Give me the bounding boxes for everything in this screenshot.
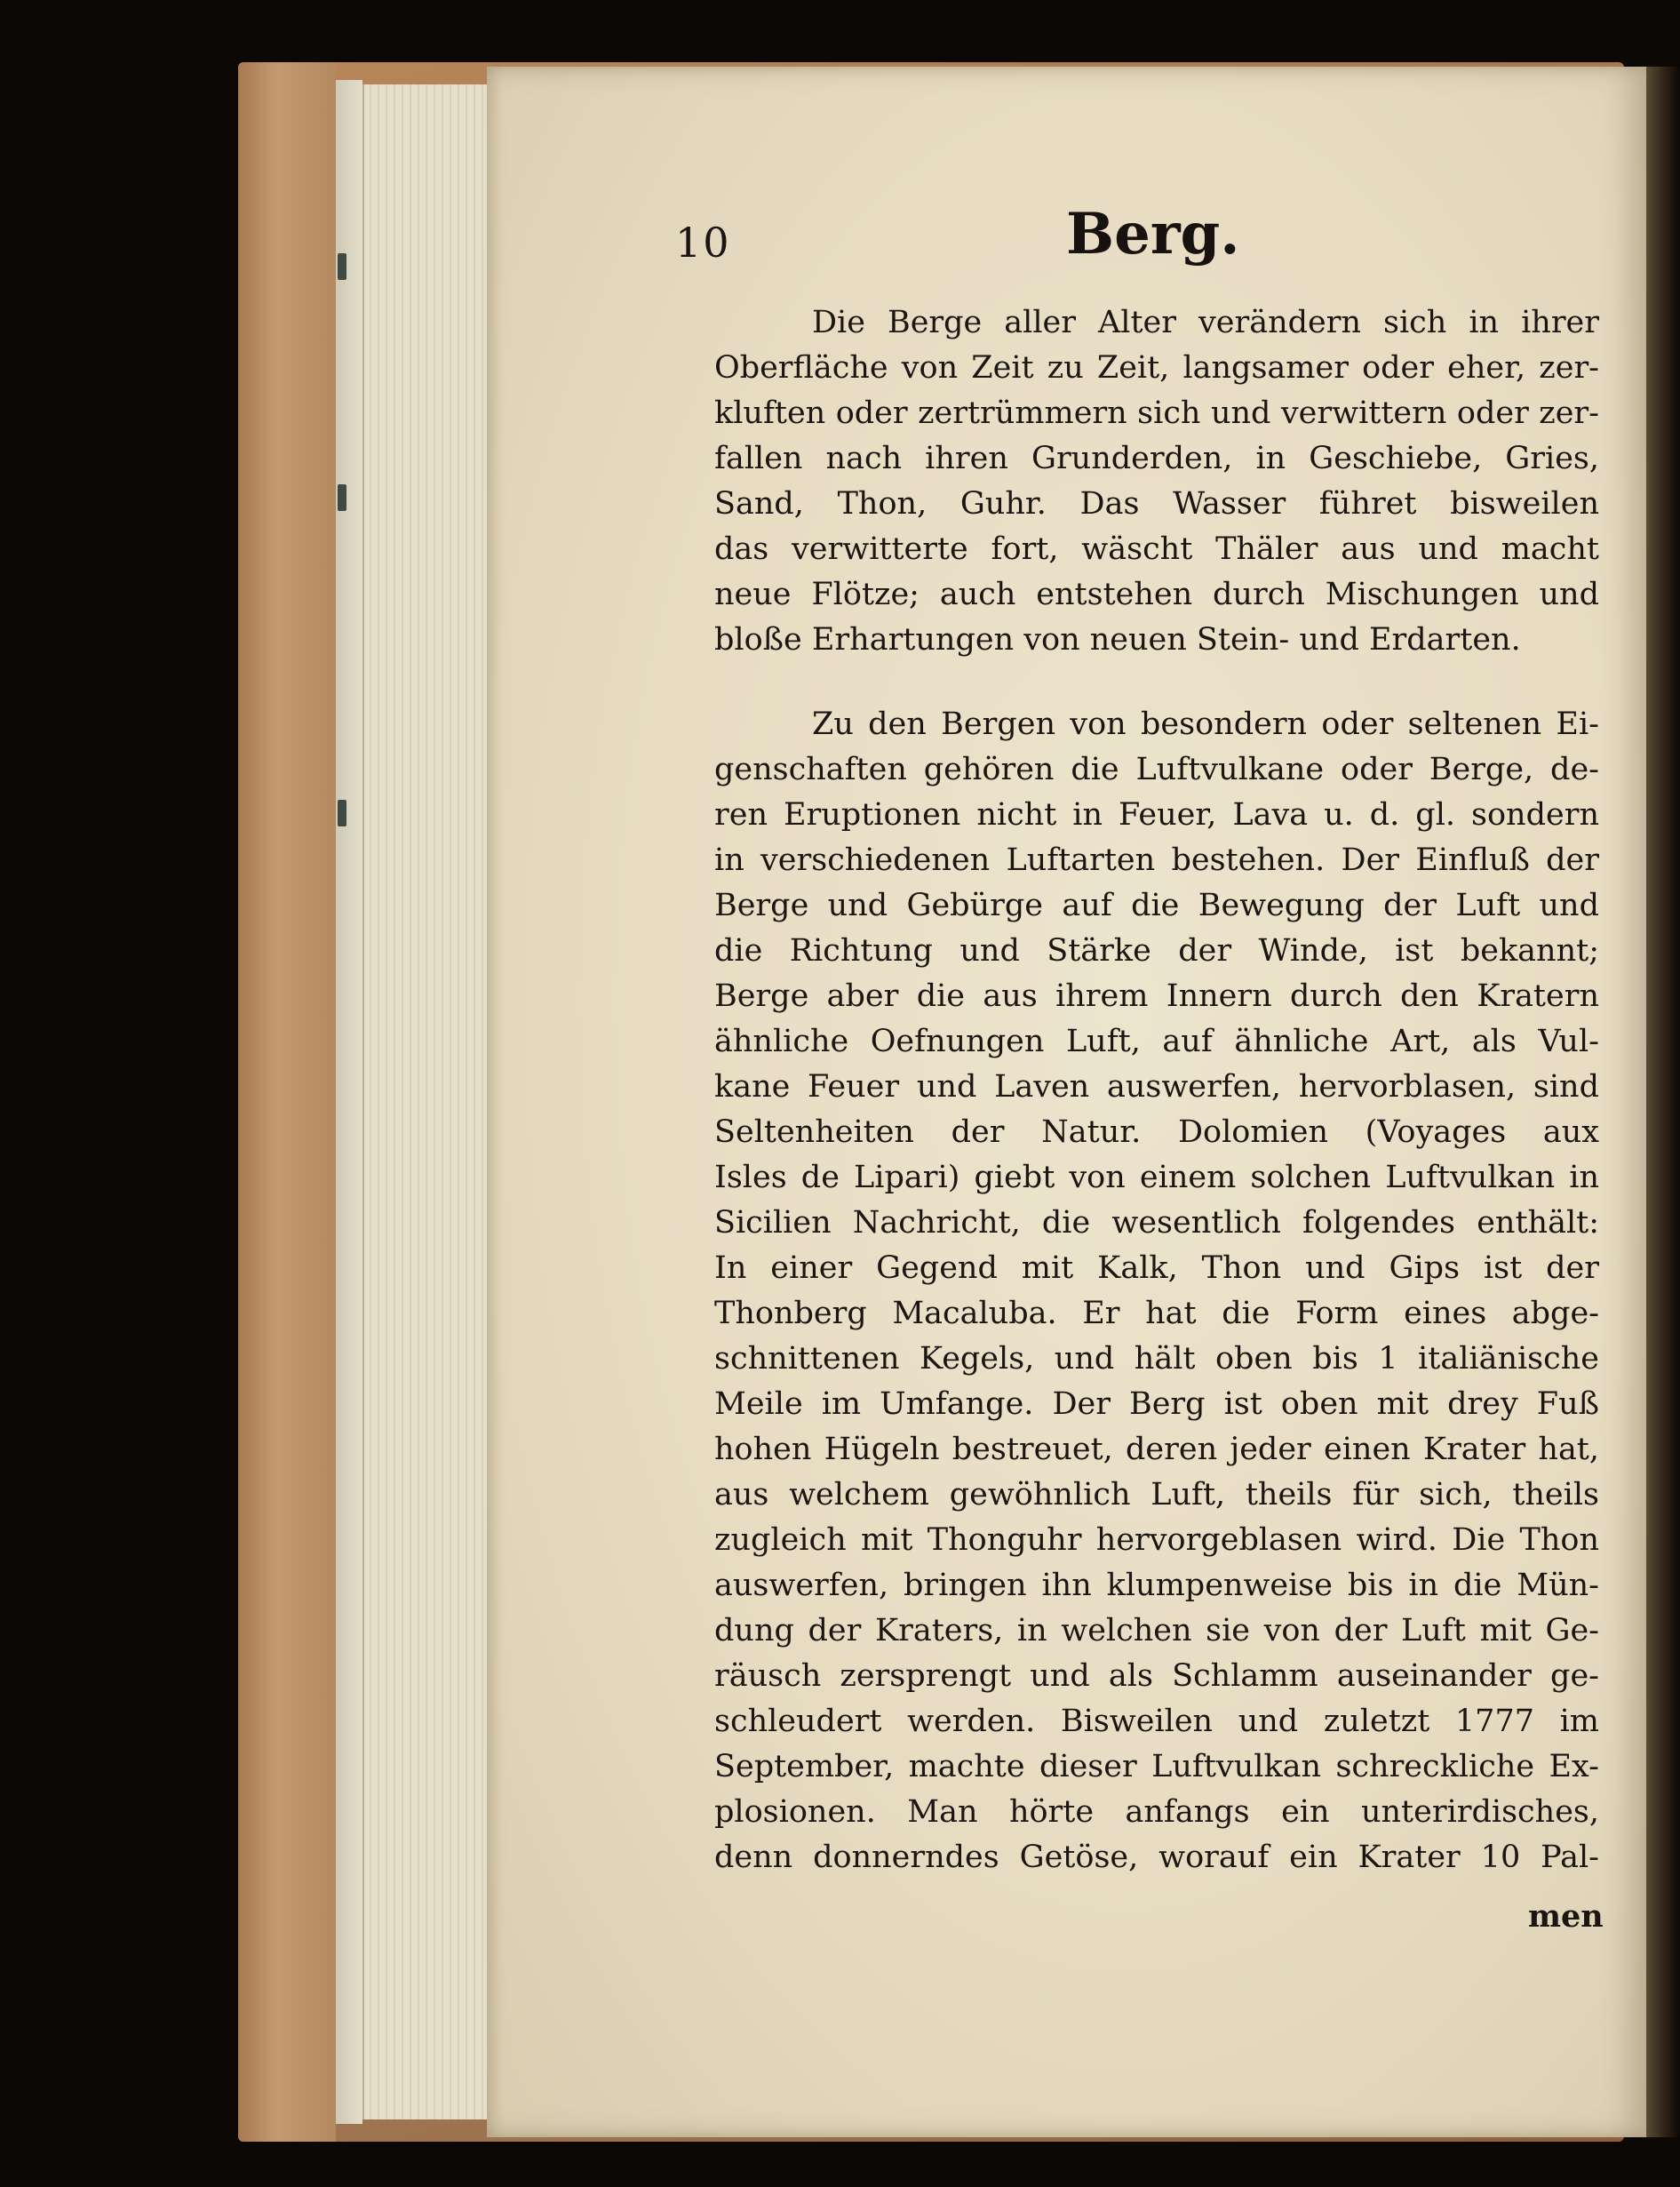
text-line: in verschiedenen Luftarten bestehen. Der Einfluß der [714, 842, 1599, 878]
binding-thread-mark [338, 800, 346, 826]
text-line: dung der Kraters, in welchen sie von der Luft mit Ge- [714, 1613, 1599, 1648]
text-line: September, machte dieser Luftvulkan schreckliche Ex- [714, 1749, 1599, 1784]
paragraph-2 [714, 702, 1599, 1880]
page-gutter [1646, 67, 1680, 2137]
text-line: neue Flötze; auch entstehen durch Mischungen und [714, 577, 1599, 612]
text-line: schnittenen Kegels, und hält oben bis 1 italiänische [714, 1341, 1599, 1377]
page-number: 10 [675, 219, 731, 267]
text-line: zugleich mit Thonguhr hervorgeblasen wird. Die Thon [714, 1522, 1599, 1558]
text-line: denn donnerndes Getöse, worauf ein Krater 10 Pal- [714, 1840, 1599, 1875]
text-line: genschaften gehören die Luftvulkane oder Berge, de- [714, 752, 1599, 787]
text-line: das verwitterte fort, wäscht Thäler aus und macht [714, 531, 1599, 567]
text-line: In einer Gegend mit Kalk, Thon und Gips ist der [714, 1250, 1599, 1286]
text-line: Isles de Lipari) giebt von einem solchen Luftvulkan in [714, 1160, 1599, 1195]
text-line: Meile im Umfange. Der Berg ist oben mit drey Fuß [714, 1386, 1599, 1422]
paragraph-1 [714, 300, 1599, 663]
text-line: kluften oder zertrümmern sich und verwittern oder zer- [714, 395, 1599, 431]
text-line: Seltenheiten der Natur. Dolomien (Voyages aux [714, 1114, 1599, 1150]
text-line: hohen Hügeln bestreuet, deren jeder einen Krater hat, [714, 1432, 1599, 1467]
binding-thread-mark [338, 484, 346, 511]
text-line: Berge und Gebürge auf die Bewegung der Luft und [714, 888, 1599, 923]
page-edges [362, 84, 498, 2119]
text-line: Berge aber die aus ihrem Innern durch den Kratern [714, 978, 1599, 1014]
text-line: Oberfläche von Zeit zu Zeit, langsamer oder eher, zer- [714, 350, 1599, 386]
text-line: plosionen. Man hörte anfangs ein unterirdisches, [714, 1794, 1599, 1830]
binding-thread-mark [338, 253, 346, 280]
text-line: aus welchem gewöhnlich Luft, theils für sich, theils [714, 1477, 1599, 1513]
running-title: Berg. [1066, 201, 1240, 267]
text-line: die Richtung und Stärke der Winde, ist bekannt; [714, 933, 1599, 969]
text-line: Thonberg Macaluba. Er hat die Form eines abge- [714, 1296, 1599, 1331]
text-line: auswerfen, bringen ihn klumpenweise bis in die Mün- [714, 1568, 1599, 1603]
text-line: ren Eruptionen nicht in Feuer, Lava u. d. gl. sondern [714, 797, 1599, 833]
binding-strip [336, 80, 362, 2124]
text-line: Sand, Thon, Guhr. Das Wasser führet bisweilen [714, 486, 1599, 522]
cover-edge [238, 62, 336, 2142]
text-line: Die Berge aller Alter verändern sich in ihrer [812, 305, 1599, 340]
text-line: Zu den Bergen von besondern oder seltenen Ei- [812, 706, 1599, 742]
catchword: men [1528, 1898, 1604, 1935]
text-line: ähnliche Oefnungen Luft, auf ähnliche Art, als Vul- [714, 1024, 1599, 1059]
text-line: räusch zersprengt und als Schlamm auseinander ge- [714, 1658, 1599, 1694]
text-line: Sicilien Nachricht, die wesentlich folgendes enthält: [714, 1205, 1599, 1241]
text-line: schleudert werden. Bisweilen und zuletzt 1777 im [714, 1704, 1599, 1739]
text-line: bloße Erhartungen von neuen Stein- und Erdarten. [714, 622, 1521, 658]
text-line: kane Feuer und Laven auswerfen, hervorblasen, sind [714, 1069, 1599, 1105]
text-line: fallen nach ihren Grunderden, in Geschiebe, Gries, [714, 441, 1599, 476]
